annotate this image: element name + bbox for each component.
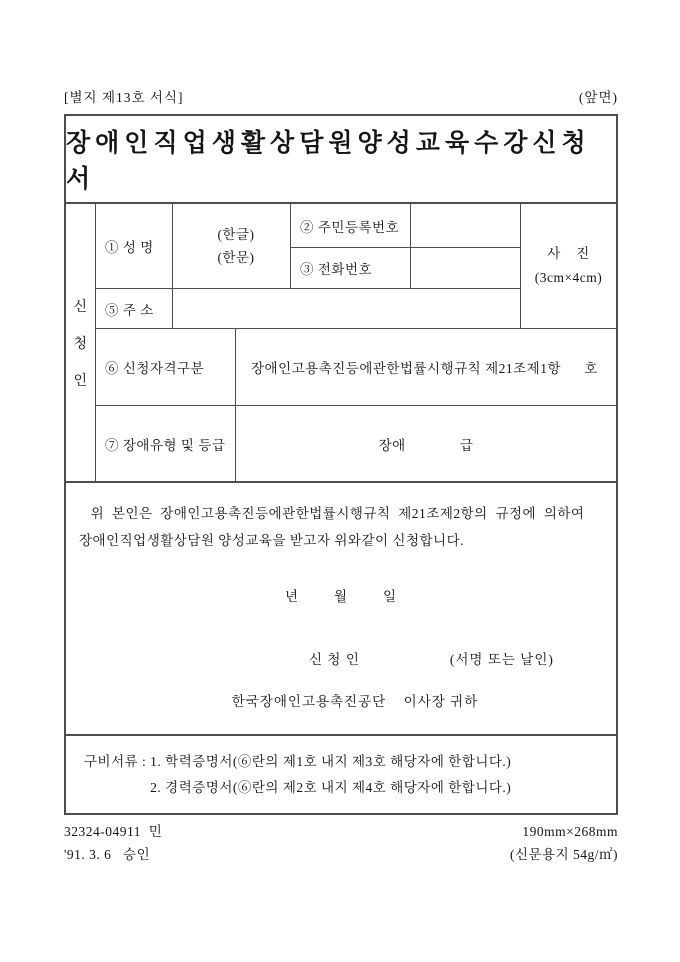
document-item: 1. 학력증명서(⑥란의 제1호 내지 제3호 해당자에 한합니다.): [150, 754, 512, 769]
phone-value-cell: [411, 248, 521, 289]
name-script-cell: [173, 204, 291, 289]
disability-label-cell: ⑦ 장애유형 및 등급: [96, 406, 236, 481]
form-title: 장애인직업생활상담원양성교육수강신청서: [66, 130, 591, 193]
required-documents-section: [66, 736, 616, 813]
qualification-value-cell: 장애인고용촉진등에관한법률시행규칙 제21조제1항 호: [236, 329, 616, 406]
paper-type-label: (신문용지 54g/㎡): [509, 847, 618, 862]
form-number-label: [별지 제13호 서식]: [64, 90, 184, 105]
photo-label: 사 진: [547, 246, 590, 261]
title-box: [66, 116, 616, 204]
declaration-section: [66, 483, 616, 736]
name-korean-label: (한글): [217, 227, 255, 242]
form-code-label: 32324-04911 민: [64, 824, 163, 839]
resident-no-value-cell: [411, 204, 521, 248]
date-line: 년 월 일: [284, 589, 398, 604]
declaration-line2: 장애인직업생활상담원 양성교육을 받고자 위와같이 신청합니다.: [79, 533, 464, 548]
page-footer: [64, 820, 618, 866]
form-frame: [64, 114, 618, 815]
paper-size-label: 190mm×268mm: [522, 824, 618, 839]
qualification-label-cell: ⑥ 신청자격구분: [96, 329, 236, 406]
applicant-table: [66, 204, 616, 483]
resident-no-label-cell: ② 주민등록번호: [291, 204, 411, 248]
phone-label-cell: ③ 전화번호: [291, 248, 411, 289]
photo-size-label: (3cm×4cm): [534, 270, 603, 285]
address-value-cell: [173, 289, 521, 329]
document-item: 2. 경력증명서(⑥란의 제2호 내지 제4호 해당자에 한합니다.): [150, 780, 512, 795]
documents-list: [150, 749, 511, 801]
name-label-cell: ① 성 명: [96, 204, 173, 289]
front-side-label: (앞면): [578, 90, 618, 105]
signature-note: (서명 또는 날인): [449, 652, 554, 667]
footer-left: [64, 820, 162, 866]
address-label-cell: ⑤ 주 소: [96, 289, 173, 329]
approval-date-label: '91. 3. 6 승인: [64, 847, 151, 862]
applicant-vertical-label: 신 청 인: [66, 204, 96, 481]
documents-label: 구비서류 :: [84, 754, 151, 769]
signature-line: [309, 648, 603, 668]
footer-right: [510, 820, 618, 866]
disability-value-cell: 장애 급: [378, 437, 474, 453]
applicant-signature-label: 신 청 인: [309, 652, 360, 667]
declaration-line1: 위 본인은 장애인고용촉진등에관한법률시행규칙 제21조제2항의 규정에 의하여: [79, 506, 585, 521]
photo-box: [521, 204, 616, 329]
name-hanja-label: (한문): [217, 250, 255, 265]
page-header: [64, 86, 618, 106]
recipient-line: 한국장애인고용촉진공단 이사장 귀하: [231, 694, 479, 709]
